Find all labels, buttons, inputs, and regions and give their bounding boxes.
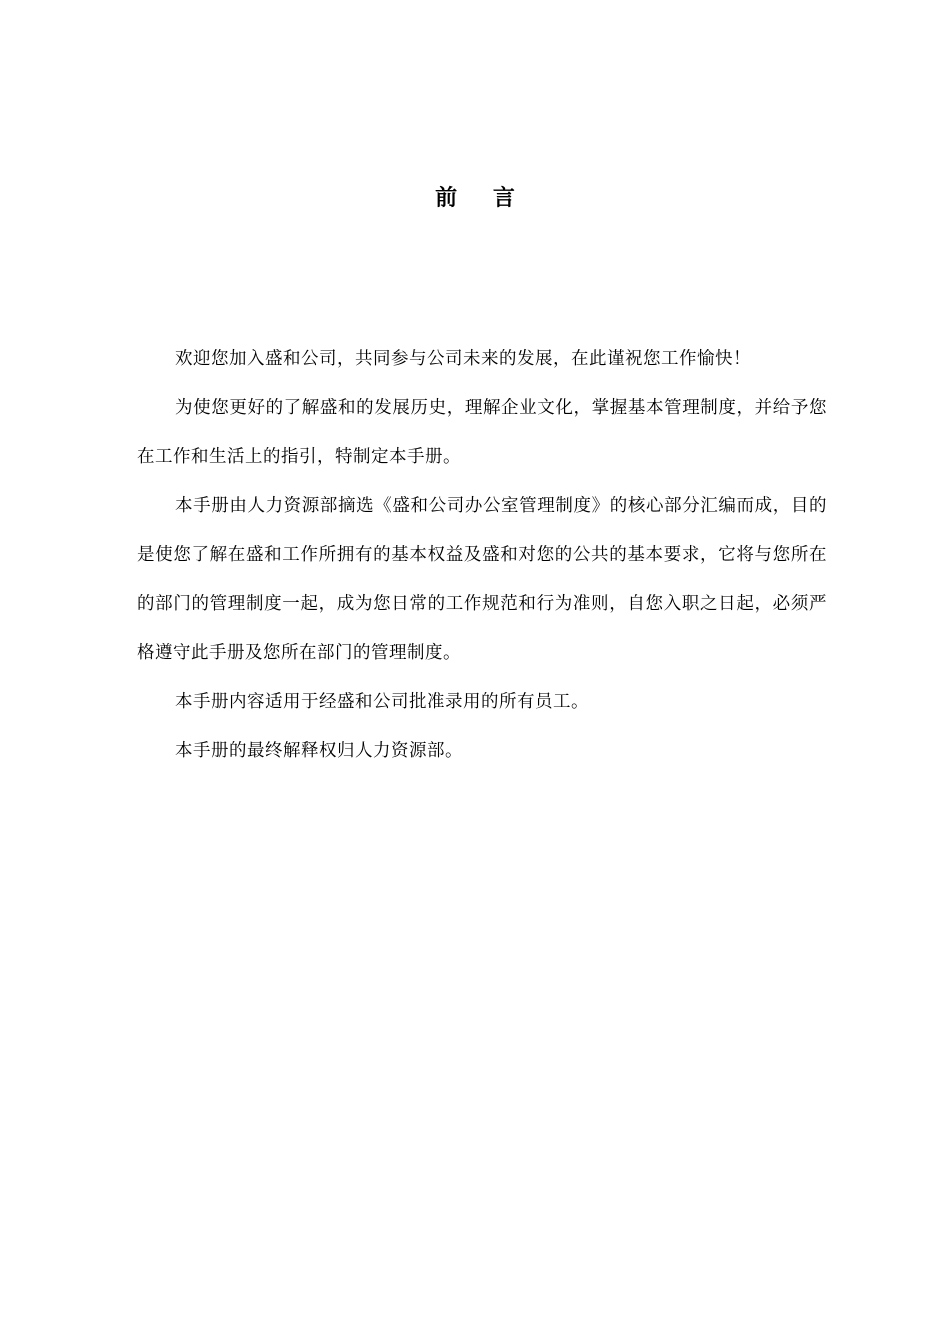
paragraph-welcome: 欢迎您加入盛和公司，共同参与公司未来的发展，在此谨祝您工作愉快！ [175, 349, 751, 369]
paragraph-purpose: 为使您更好的了解盛和的发展历史，理解企业文化，掌握基本管理制度，并给予您在工作和生活上的指引，特制定本手册。 [137, 398, 827, 467]
page-title: 前 言 [435, 185, 529, 211]
preface-body [137, 335, 827, 776]
paragraph-scope: 本手册内容适用于经盛和公司批准录用的所有员工。 [175, 692, 589, 712]
paragraph-interpretation: 本手册的最终解释权归人力资源部。 [175, 741, 463, 761]
paragraph-compilation: 本手册由人力资源部摘选《盛和公司办公室管理制度》的核心部分汇编而成，目的是使您了解在盛和工作所拥有的基本权益及盛和对您的公共的基本要求，它将与您所在的部门的管理制度一起，成为您日常的工作规范和行为准则，自您入职之日起，必须严格遵守此手册及您所在部门的管理制度。 [137, 496, 827, 663]
